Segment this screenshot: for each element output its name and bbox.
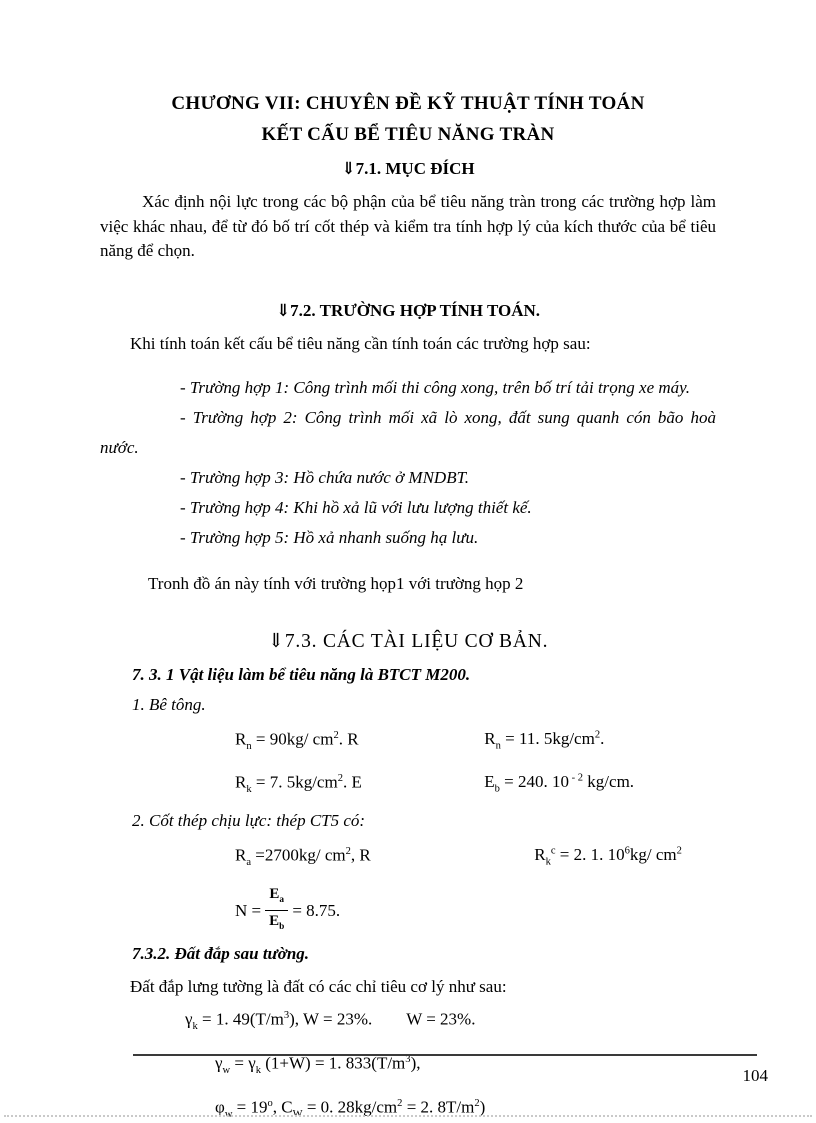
chapter-title-line1: CHƯƠNG VII: CHUYÊN ĐỀ KỸ THUẬT TÍNH TOÁN — [171, 93, 645, 114]
page-boundary-dots — [4, 1115, 812, 1117]
case-list — [100, 373, 716, 553]
chapter-title-line2: KẾT CẤU BỂ TIÊU NĂNG TRÀN — [261, 124, 555, 145]
note-7-2: Tronh đồ án này tính với trường họp1 với trường họp 2 — [148, 573, 524, 593]
heading-7-1: ⇓7.1. MỤC ĐÍCH — [341, 159, 475, 178]
paragraph-7-1: Xác định nội lực trong các bộ phận của bể tiêu năng tràn trong các trường hợp làm việc khác nhau, để từ đó bố trí cốt thép và kiểm tra tính hợp lý của kích thước của bể tiêu năng để chọn. — [100, 192, 716, 260]
formula-row-ra — [100, 836, 716, 879]
formula-gamma-w: $\gamma_w = \gamma_k$ (1+W) = 1. $833(T/m^3)$, — [215, 1053, 421, 1076]
list-item-case-2: - Trường hợp 2: Công trình mối xã lò xong, đất sung quanh cón bão hoà nước. — [100, 407, 716, 457]
list-item-case-3: - Trường hợp 3: Hồ chứa nước ở MNDBT. — [180, 467, 470, 487]
heading-7-2: ⇓7.2. TRƯỜNG HỢP TÍNH TOÁN. — [275, 300, 541, 320]
formula-gamma-k: $\gamma_k = 1$. $49(T/m^3)$, W = 23%. W = 23%. — [185, 1009, 476, 1032]
list-item-case-5: - Trường hợp 5: Hồ xả nhanh suống hạ lưu. — [180, 527, 479, 547]
footer-rule — [133, 1054, 757, 1056]
item-concrete: 1. Bê tông. — [132, 694, 206, 714]
formula-eb-right: $E_b = 240$. 10 $^{- 2}$ kg/cm. — [484, 772, 635, 795]
formula-rn-right: $R_n = 11$. $5kg/cm^2$. — [484, 729, 605, 752]
formula-rkc-right: $R_k^c = 2$. 1. $10^6kg/$ $cm^2$ — [534, 845, 682, 868]
fraction-ea-eb — [265, 884, 288, 937]
fraction-denominator: $E_b$ — [269, 913, 285, 933]
chapter-title — [100, 0, 716, 150]
formula-n-post: = 8.75. — [292, 900, 341, 920]
list-item-case-4: - Trường hợp 4: Khi hồ xả lũ với lưu lượng thiết kế. — [180, 497, 532, 517]
formula-n-ratio — [235, 885, 716, 937]
fraction-numerator: $E_a$ — [265, 884, 288, 911]
formula-rk-left: $R_k = 7$. $5kg/cm^2$. E — [235, 772, 362, 795]
list-item-case-1: - Trường hợp 1: Công trình mối thi công xong, trên bố trí tải trọng xe máy. — [180, 377, 691, 397]
heading-7-3-1: 7. 3. 1 Vật liệu làm bể tiêu năng là BTCT M200. — [132, 664, 471, 684]
formula-phi-w: $\varphi_w = 19^o$, $C_W = 0$. $28kg/cm^2 = 2$. $8T/m^2$) — [215, 1097, 486, 1120]
paragraph-7-2-intro: Khi tính toán kết cấu bể tiêu năng cần tính toán các trường hợp sau: — [130, 333, 591, 353]
formula-row-rk — [100, 763, 716, 806]
formula-ra-left: $R_a =2700kg/$ $cm^2$, R — [235, 845, 371, 868]
heading-7-3: ⇓7.3. CÁC TÀI LIỆU CƠ BẢN. — [267, 630, 549, 652]
heading-7-3-2: 7.3.2. Đất đắp sau tường. — [132, 943, 310, 963]
formula-n-pre: N = — [235, 900, 262, 920]
paragraph-7-3-2: Đất đắp lưng tường là đất có các chỉ tiêu cơ lý như sau: — [130, 976, 507, 996]
page-number: 104 — [742, 1066, 768, 1085]
formula-rn-left: $R_n = 90kg/$ $cm^2$. R — [235, 729, 359, 752]
formula-row-rn — [100, 720, 716, 763]
item-steel: 2. Cốt thép chịu lực: thép CT5 có: — [132, 810, 366, 830]
